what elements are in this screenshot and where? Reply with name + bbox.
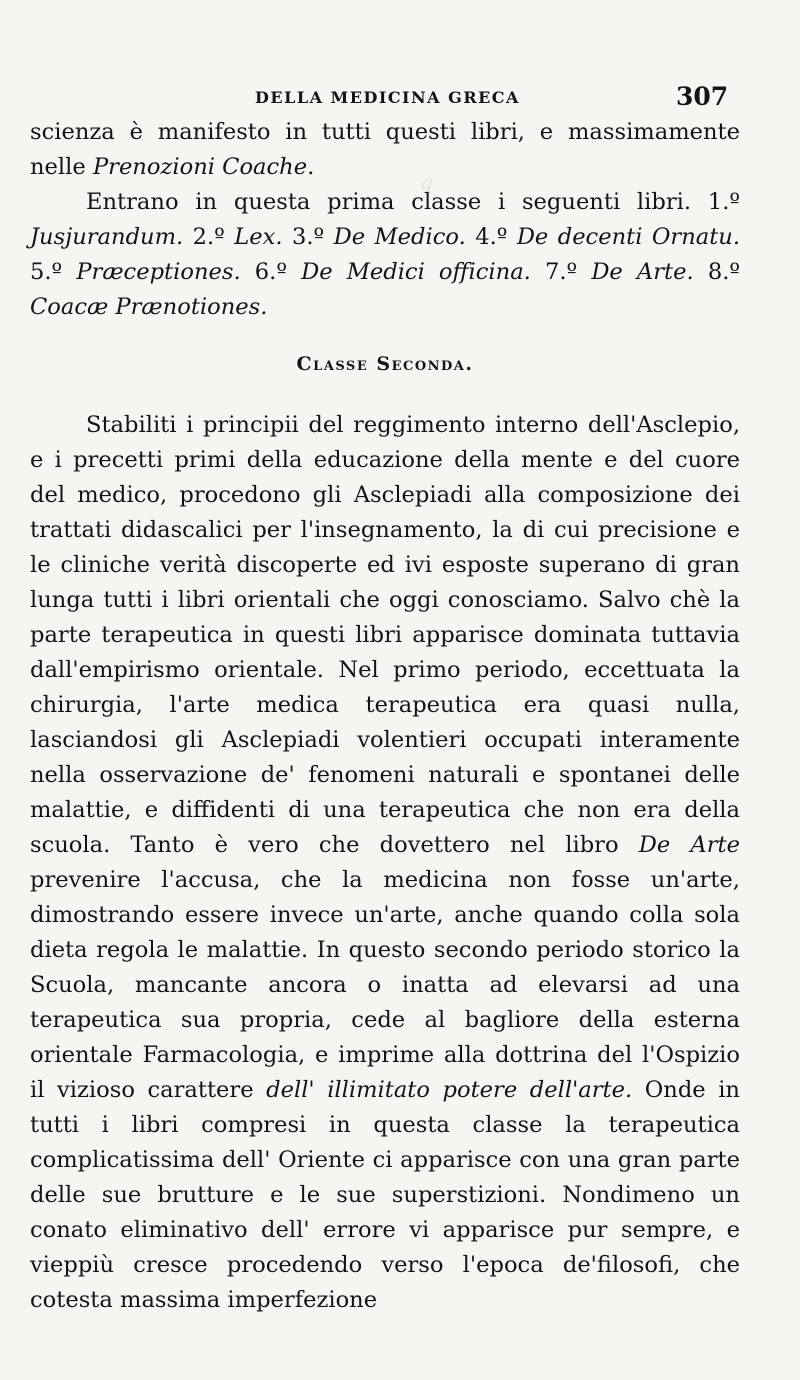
body-text (30, 115, 740, 1318)
page-number: 307 (676, 82, 729, 111)
text-run: 7.º (530, 259, 592, 285)
text-run: prevenire l'accusa, che la medicina non fosse un'arte, dimostrando essere invece un'arte, anche quando colla sola dieta regola le malattie. In questo secondo periodo storico la Scuola, mancante ancora o inatta ad elevarsi ad una terapeutica sua propria, cede al bagliore della esterna orientale Farmacologia, e imprime alla dottrina del l'Ospizio il vizioso carattere (30, 867, 740, 1103)
text-run: 4.º (465, 224, 517, 250)
italic-run: De Arte (638, 832, 740, 858)
text-run: Stabiliti i principii del reggimento interno dell'Asclepio, e i precetti primi della educazione della mente e del cuore del medico, procedono gli Asclepiadi alla composizione dei trattati didascalici per l'insegnamento, la di cui precisione e le cliniche verità discoperte ed ivi esposte superano di gran lunga tutti i libri orientali che oggi conosciamo. Salvo chè la parte terapeutica in questi libri apparisce dominata tuttavia dall'empirismo orientale. Nel primo periodo, eccettuata la chirurgia, l'arte medica terapeutica era quasi nulla, lasciandosi gli Asclepiadi volentieri occupati interamente nella osservazione de' fenomeni naturali e spontanei delle malattie, e diffidenti di una terapeutica che non era della scuola. Tanto è vero che dovettero nel libro (30, 412, 740, 858)
italic-run: Prenozioni Coache (92, 154, 308, 180)
paragraph-continuation (30, 115, 740, 185)
italic-run: Coacæ Prænotiones. (30, 294, 268, 320)
italic-run: Lex. (234, 224, 283, 250)
text-run: 8.º (693, 259, 740, 285)
italic-run: Præceptiones. (76, 259, 241, 285)
paragraph-second-class (30, 408, 740, 1318)
text-run: scienza è manifesto in tutti questi libri, e massimamente nelle (30, 119, 740, 180)
italic-run: De Medici officina. (301, 259, 531, 285)
paragraph-class-list (30, 185, 740, 325)
page-header (0, 82, 800, 116)
running-title: DELLA MEDICINA GRECA (255, 88, 520, 107)
italic-run: De Medico. (333, 224, 466, 250)
text-run: 5.º (30, 259, 77, 285)
italic-run: De decenti Ornatu. (516, 224, 741, 250)
italic-run: De Arte. (591, 259, 694, 285)
text-run: 6.º (240, 259, 302, 285)
italic-run: Jusjurandum. (30, 224, 184, 250)
italic-run: dell' illimitato potere dell'arte. (266, 1077, 633, 1103)
section-heading: Classe Seconda. (296, 353, 474, 375)
text-run: Onde in tutti i libri compresi in questa classe la terapeutica complicatissima dell' Oriente ci apparisce con una gran parte delle sue brutture e le sue superstizioni. Nondimeno un conato eliminativo dell' errore vi apparisce pur sempre, e vieppiù cresce procedendo verso l'epoca de'filosofi, che cotesta massima imperfezione (30, 1077, 740, 1313)
text-run: Entrano in questa prima classe i seguenti libri. 1.º (86, 189, 740, 215)
text-run: . (307, 154, 315, 180)
verso-bleed-through: q (420, 170, 433, 194)
text-run: 2.º (183, 224, 235, 250)
text-run: 3.º (282, 224, 334, 250)
